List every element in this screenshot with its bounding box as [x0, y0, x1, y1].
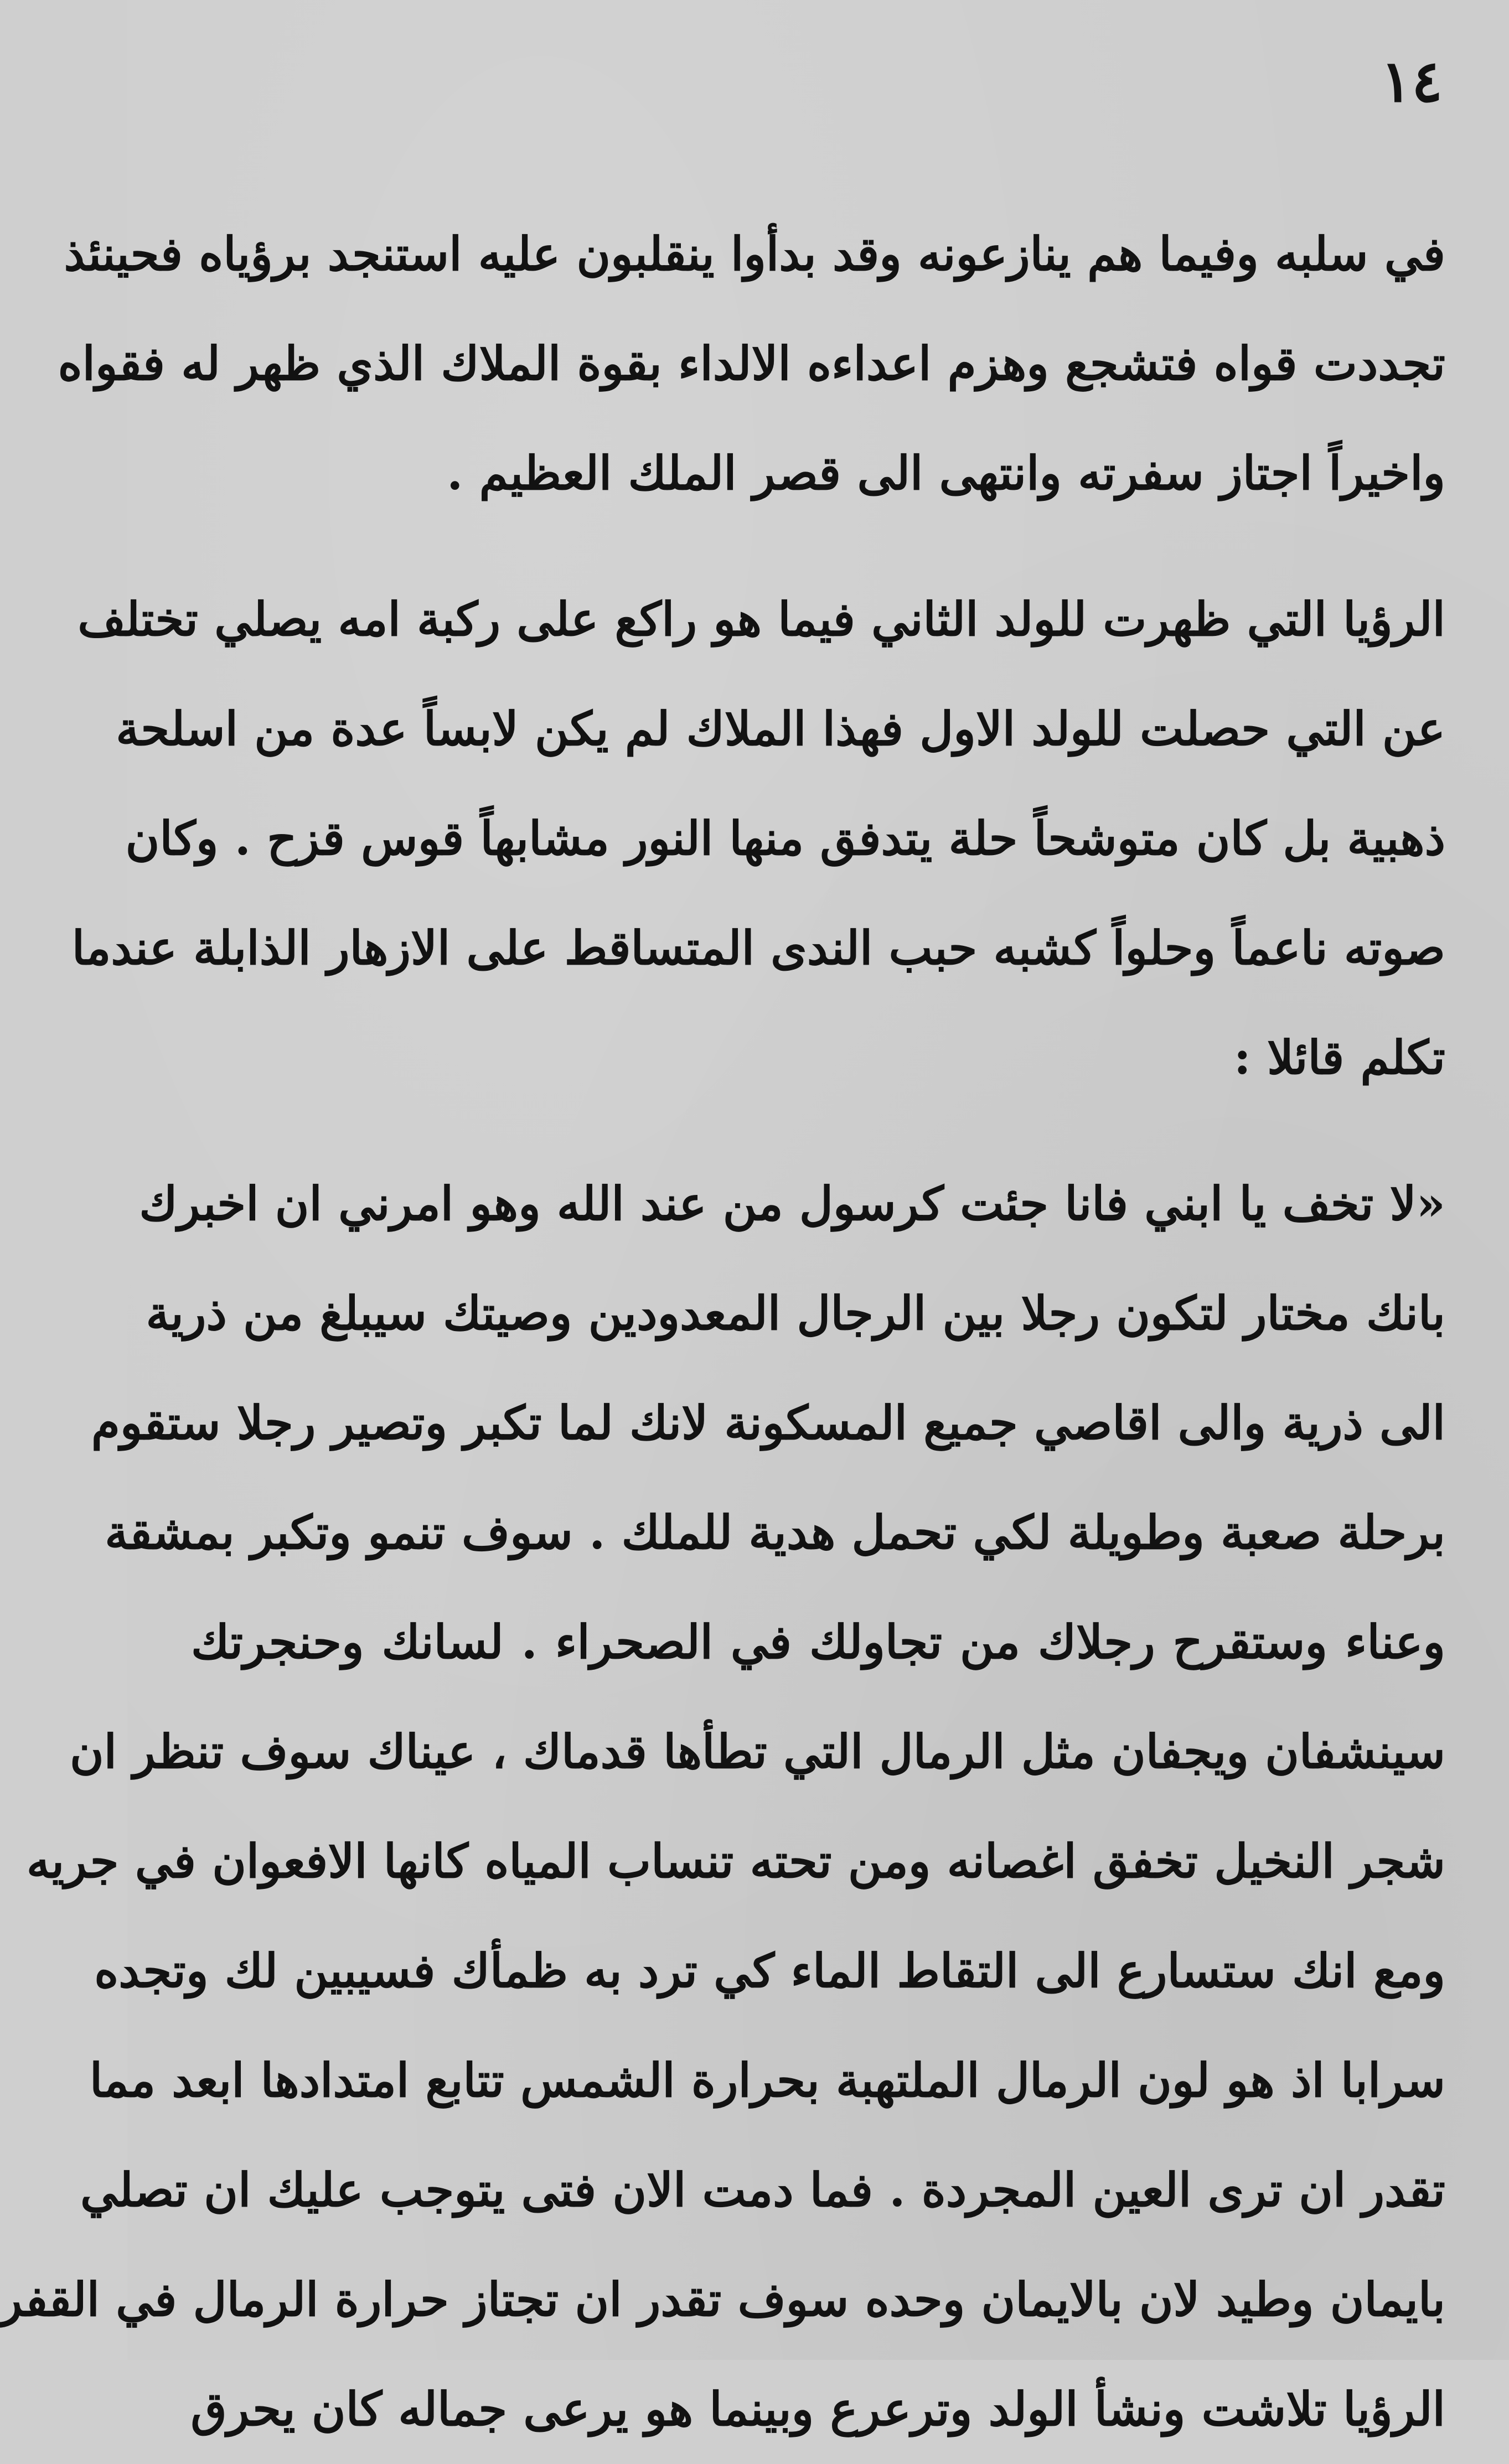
text-line: الرؤيا تلاشت ونشأ الولد وترعرع وبينما هو يرعى جماله كان يحرق	[190, 2382, 1445, 2436]
text-line: الى ذرية والى اقاصي جميع المسكونة لانك لما تكبر وتصير رجلا ستقوم	[91, 1395, 1445, 1450]
text-line: سرابا اذ هو لون الرمال الملتهبة بحرارة الشمس تتابع امتدادها ابعد مما	[89, 2053, 1445, 2108]
text-line: واخيراً اجتاز سفرته وانتهى الى قصر الملك العظيم .	[447, 446, 1445, 500]
text-line: تجددت قواه فتشجع وهزم اعداءه الالداء بقوة الملاك الذي ظهر له فقواه	[58, 336, 1445, 391]
text-line: ومع انك ستسارع الى التقاط الماء كي ترد به ظمأك فسيبين لك وتجده	[94, 1943, 1445, 1998]
text-line: بايمان وطيد لان بالايمان وحده سوف تقدر ان تجتاز حرارة الرمال في القفر	[0, 2272, 1445, 2327]
text-line: ذهبية بل كان متوشحاً حلة يتدفق منها النور مشابهاً قوس قزح . وكان	[125, 811, 1445, 866]
paragraph-gap	[191, 1112, 1445, 1149]
text-line: وعناء وستقرح رجلاك من تجاولك في الصحراء . لسانك وحنجرتك	[191, 1614, 1445, 1669]
page-number: ١٤	[1381, 47, 1443, 115]
text-line: شجر النخيل تخفق اغصانه ومن تحته تنساب المياه كانها الافعوان في جريه	[26, 1834, 1445, 1888]
text-line: في سلبه وفيما هم ينازعونه وقد بدأوا ينقلبون عليه استنجد برؤياه فحينئذ	[64, 226, 1445, 281]
text-line: «لا تخف يا ابني فانا جئت كرسول من عند الله وهو امرني ان اخبرك	[139, 1176, 1445, 1231]
text-line: بانك مختار لتكون رجلا بين الرجال المعدودين وصيتك سيبلغ من ذرية	[146, 1286, 1445, 1340]
body-text	[0, 199, 1445, 2464]
text-line: تكلم قائلا :	[1233, 1030, 1445, 1085]
text-line: سينشفان ويجفان مثل الرمال التي تطأها قدماك ، عيناك سوف تنظر ان	[69, 1724, 1445, 1779]
paragraph-gap	[191, 528, 1445, 565]
text-line: برحلة صعبة وطويلة لكي تحمل هدية للملك . سوف تنمو وتكبر بمشقة	[105, 1505, 1445, 1560]
text-line: الرؤيا التي ظهرت للولد الثاني فيما هو راكع على ركبة امه يصلي تختلف	[77, 592, 1445, 646]
text-line: صوته ناعماً وحلواً كشبه حبب الندى المتساقط على الازهار الذابلة عندما	[71, 920, 1445, 975]
text-line: تقدر ان ترى العين المجردة . فما دمت الان فتى يتوجب عليك ان تصلي	[80, 2162, 1445, 2217]
text-line: عن التي حصلت للولد الاول فهذا الملاك لم يكن لابساً عدة من اسلحة	[116, 701, 1445, 756]
